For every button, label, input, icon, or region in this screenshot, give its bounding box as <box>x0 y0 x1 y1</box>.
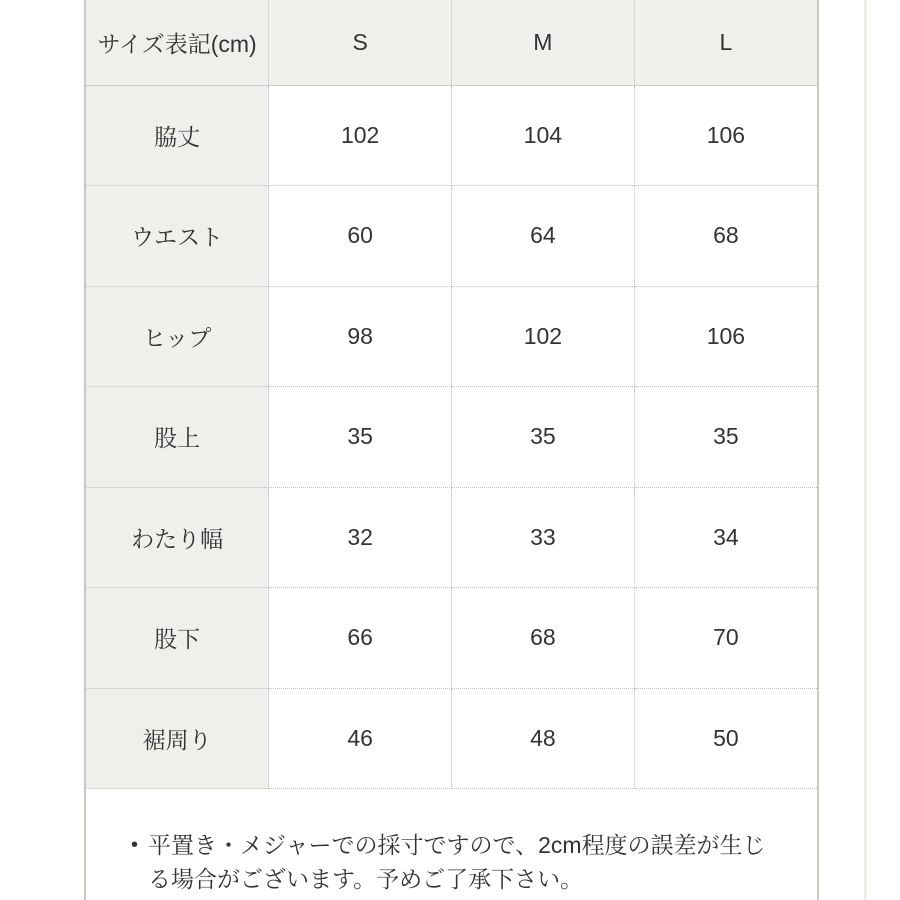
row-label: 股下 <box>86 588 269 689</box>
size-cell: 102 <box>452 286 635 387</box>
size-cell: 33 <box>452 487 635 588</box>
size-cell: 35 <box>634 387 817 488</box>
row-label: 股上 <box>86 387 269 488</box>
size-chart-table <box>86 0 817 789</box>
size-cell: 68 <box>452 588 635 689</box>
size-cell: 106 <box>634 85 817 186</box>
size-cell: 35 <box>269 387 452 488</box>
size-cell: 48 <box>452 688 635 789</box>
table-row-waist <box>86 186 817 287</box>
bullet-icon: • <box>131 834 139 856</box>
table-row-rise <box>86 387 817 488</box>
page-edge-divider <box>864 0 867 900</box>
col-header-l: L <box>634 0 817 85</box>
header-row <box>86 0 817 85</box>
note-text: 平置き・メジャーでの採寸ですので、2cm程度の誤差が生じる場合がございます。予めご了承下さい。 <box>148 832 766 892</box>
size-cell: 70 <box>634 588 817 689</box>
row-label: ウエスト <box>86 186 269 287</box>
size-cell: 98 <box>269 286 452 387</box>
size-cell: 34 <box>634 487 817 588</box>
row-label: 脇丈 <box>86 85 269 186</box>
row-label: わたり幅 <box>86 487 269 588</box>
table-row-wakitake <box>86 85 817 186</box>
size-cell: 106 <box>634 286 817 387</box>
size-cell: 50 <box>634 688 817 789</box>
size-cell: 60 <box>269 186 452 287</box>
table-row-thigh-width <box>86 487 817 588</box>
size-cell: 102 <box>269 85 452 186</box>
size-cell: 32 <box>269 487 452 588</box>
size-label-header: サイズ表記(cm) <box>86 0 269 85</box>
size-cell: 66 <box>269 588 452 689</box>
content-frame <box>84 0 819 900</box>
note-item <box>131 828 788 896</box>
size-cell: 68 <box>634 186 817 287</box>
col-header-m: M <box>452 0 635 85</box>
table-row-inseam <box>86 588 817 689</box>
col-header-s: S <box>269 0 452 85</box>
size-cell: 104 <box>452 85 635 186</box>
size-cell: 35 <box>452 387 635 488</box>
measurement-notes <box>86 828 817 896</box>
size-cell: 64 <box>452 186 635 287</box>
table-row-hem <box>86 688 817 789</box>
table-row-hip <box>86 286 817 387</box>
size-cell: 46 <box>269 688 452 789</box>
row-label: ヒップ <box>86 286 269 387</box>
row-label: 裾周り <box>86 688 269 789</box>
